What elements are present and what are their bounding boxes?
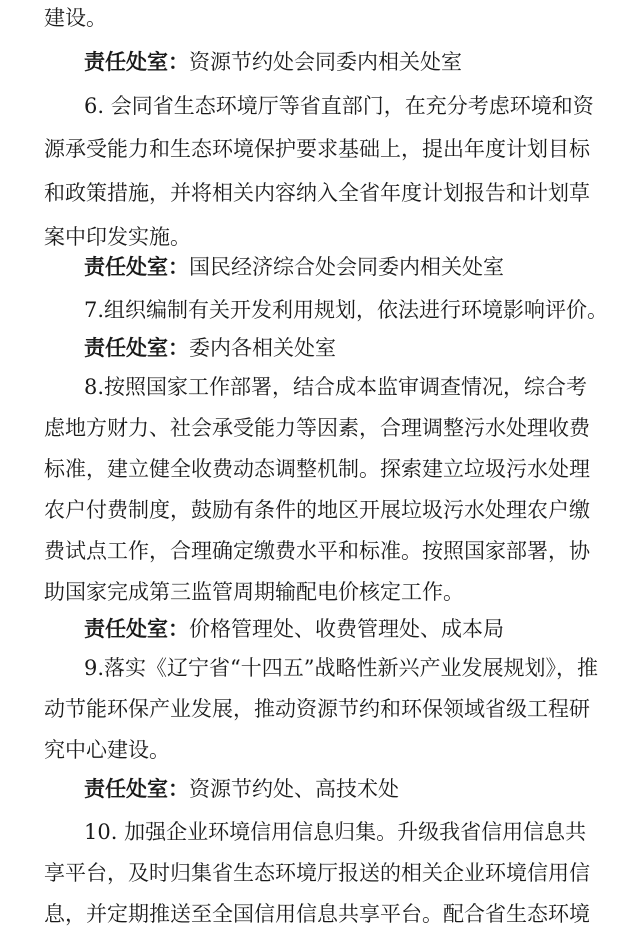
responsible-office-value: 国民经济综合处会同委内相关处室	[189, 255, 504, 279]
responsible-office-line	[0, 47, 636, 77]
text-line: 息，并定期推送至全国信用信息共享平台。配合省生态环境	[44, 902, 590, 926]
responsible-office-value: 委内各相关处室	[189, 336, 336, 360]
responsible-office-value: 资源节约处、高技术处	[189, 777, 399, 801]
item-6-first-line: 6. 会同省生态环境厅等省直部门，在充分考虑环境和资	[84, 94, 594, 118]
text-line: 动节能环保产业发展，推动资源节约和环保领域省级工程研	[44, 697, 590, 721]
responsible-office-line	[0, 333, 636, 363]
text-line: 建设。	[44, 6, 107, 30]
text-line: 享平台，及时归集省生态环境厅报送的相关企业环境信用信	[44, 861, 590, 885]
responsible-office-label: 责任处室：	[84, 777, 189, 801]
text-line: 标准，建立健全收费动态调整机制。探索建立垃圾污水处理	[44, 457, 590, 481]
responsible-office-label: 责任处室：	[84, 617, 189, 641]
text-line: 农户付费制度，鼓励有条件的地区开展垃圾污水处理农户缴	[44, 498, 590, 522]
text-line: 究中心建设。	[44, 738, 170, 762]
text-line: 和政策措施，并将相关内容纳入全省年度计划报告和计划草	[44, 181, 590, 205]
responsible-office-label: 责任处室：	[84, 50, 189, 74]
text-line: 源承受能力和生态环境保护要求基础上，提出年度计划目标	[44, 137, 590, 161]
text-line: 费试点工作，合理确定缴费水平和标准。按照国家部署，协	[44, 539, 590, 563]
item-7-line: 7.组织编制有关开发利用规划，依法进行环境影响评价。	[84, 298, 609, 322]
responsible-office-label: 责任处室：	[84, 336, 189, 360]
responsible-office-value: 资源节约处会同委内相关处室	[189, 50, 462, 74]
item-8-first-line: 8.按照国家工作部署，结合成本监审调查情况，综合考	[84, 375, 588, 399]
text-line: 助国家完成第三监管周期输配电价核定工作。	[44, 580, 464, 604]
item-10-first-line: 10. 加强企业环境信用信息归集。升级我省信用信息共	[84, 820, 587, 844]
responsible-office-line	[0, 614, 636, 644]
text-line: 案中印发实施。	[44, 225, 191, 249]
responsible-office-line	[0, 252, 636, 282]
responsible-office-value: 价格管理处、收费管理处、成本局	[189, 617, 504, 641]
responsible-office-line	[0, 774, 636, 804]
item-9-first-line: 9.落实《辽宁省“十四五”战略性新兴产业发展规划》，推	[84, 656, 599, 680]
text-line: 虑地方财力、社会承受能力等因素，合理调整污水处理收费	[44, 416, 590, 440]
responsible-office-label: 责任处室：	[84, 255, 189, 279]
